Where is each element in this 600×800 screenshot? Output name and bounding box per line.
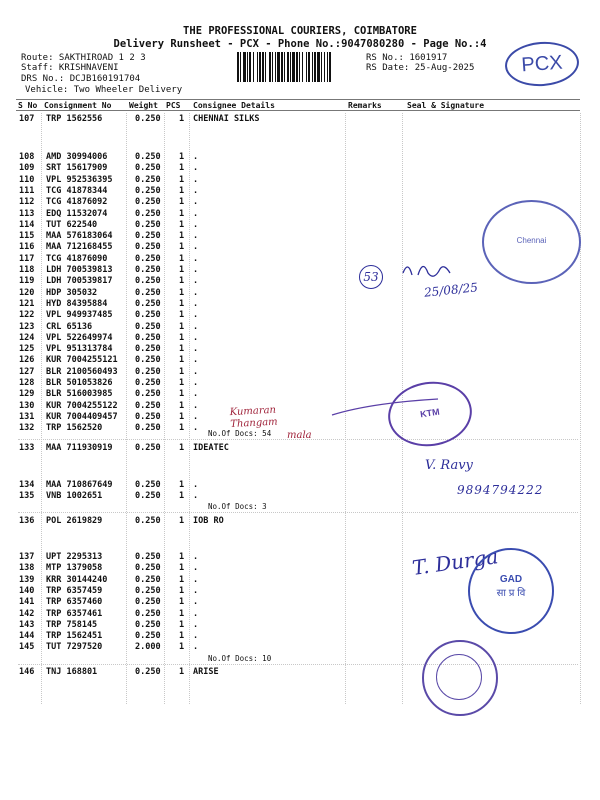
row-pcs: 1 [179, 231, 185, 242]
row-consignee-dot: . [193, 287, 199, 298]
row-consignment-no: BLR 501053826 [46, 378, 113, 388]
barcode-bar [314, 52, 316, 82]
row-sno: 140 [19, 585, 35, 596]
row-weight: 0.250 [135, 400, 161, 411]
row-pcs: 1 [179, 585, 185, 596]
row-sno: 116 [19, 242, 35, 253]
table-row [0, 310, 600, 321]
row-sno: 120 [19, 287, 35, 298]
row-weight: 0.250 [135, 366, 161, 377]
row-pcs: 1 [179, 253, 185, 264]
ideatec-receiver-name: V. Ravy [425, 458, 473, 473]
col-pcs: PCS [166, 101, 181, 110]
row-sno: 118 [19, 265, 35, 275]
row-consignment-no: TNJ 168801 [46, 667, 98, 677]
row-weight: 0.250 [135, 310, 161, 321]
barcode-bar [308, 52, 310, 82]
row-sno: 114 [19, 219, 35, 230]
row-consignment-no: KUR 7004255122 [46, 400, 118, 411]
handwritten-date: 25/08/25 [423, 280, 479, 300]
barcode-bar [237, 52, 239, 82]
row-consignment-no: TRP 6357460 [46, 597, 103, 608]
row-pcs: 1 [179, 174, 185, 185]
barcode-bar [302, 52, 303, 82]
row-pcs: 1 [179, 152, 185, 162]
vehicle: Vehicle: Two Wheeler Delivery [25, 85, 183, 95]
header-rule [16, 99, 580, 100]
row-consignee-dot: . [193, 491, 199, 501]
row-weight: 0.250 [135, 516, 161, 526]
row-consignment-no: VNB 1002651 [46, 491, 103, 501]
row-sno: 142 [19, 608, 35, 619]
row-consignee-dot: . [193, 423, 199, 434]
table-row [0, 355, 600, 366]
row-sno: 130 [19, 400, 35, 411]
row-sno: 135 [19, 491, 35, 501]
row-consignee-dot: . [193, 642, 199, 653]
barcode-bar [296, 52, 298, 82]
row-pcs: 1 [179, 114, 185, 124]
row-consignee-dot: . [193, 389, 199, 400]
row-pcs: 1 [179, 574, 185, 585]
row-consignment-no: TRP 1562451 [46, 631, 103, 642]
row-sno: 107 [19, 114, 35, 124]
row-sno: 134 [19, 480, 35, 490]
row-sno: 119 [19, 276, 35, 287]
barcode-bar [269, 52, 271, 82]
table-row [0, 175, 600, 186]
row-consignee-dot: . [193, 378, 199, 388]
row-weight: 0.250 [135, 152, 161, 162]
table-row [0, 389, 600, 400]
row-weight: 0.250 [135, 298, 161, 309]
pcx-stamp-text: PCX [520, 51, 564, 77]
row-consignee-dot: . [193, 355, 199, 366]
row-sno: 137 [19, 552, 35, 562]
row-weight: 0.250 [135, 287, 161, 298]
gad-stamp-hindi: सा प्र वि [496, 588, 526, 599]
row-weight: 0.250 [135, 355, 161, 366]
signature-scribble-1 [400, 255, 460, 285]
row-sno: 125 [19, 344, 35, 355]
row-consignment-no: VPL 951313784 [46, 344, 113, 355]
row-pcs: 1 [179, 516, 185, 526]
row-pcs: 1 [179, 344, 185, 355]
row-sno: 108 [19, 152, 35, 162]
row-consignee-dot: . [193, 265, 199, 275]
barcode-bar [327, 52, 328, 82]
row-pcs: 1 [179, 310, 185, 321]
row-consignee-dot: . [193, 332, 199, 343]
table-row [0, 288, 600, 299]
row-consignee-dot: . [193, 366, 199, 377]
row-consignee-dot: . [193, 310, 199, 321]
row-consignment-no: UPT 2295313 [46, 552, 103, 562]
row-sno: 133 [19, 443, 35, 453]
row-weight: 0.250 [135, 185, 161, 196]
row-weight: 0.250 [135, 253, 161, 264]
row-consignee-dot: . [193, 242, 199, 253]
row-weight: 0.250 [135, 389, 161, 400]
row-consignee-dot: . [193, 276, 199, 287]
row-weight: 2.000 [135, 642, 161, 653]
signature-stroke-ktm [330, 395, 440, 420]
table-row [0, 322, 600, 333]
row-consignee-dot: . [193, 411, 199, 422]
row-consignment-no: AMD 30994006 [46, 152, 108, 162]
row-consignment-no: MAA 710867649 [46, 480, 113, 490]
row-consignee-dot: . [193, 480, 199, 490]
row-pcs: 1 [179, 332, 185, 343]
row-pcs: 1 [179, 163, 185, 174]
row-consignment-no: BLR 516003985 [46, 389, 113, 400]
row-consignment-no: MAA 576183064 [46, 231, 113, 242]
row-weight: 0.250 [135, 265, 161, 275]
table-row [0, 642, 600, 653]
barcode-bar [262, 52, 264, 82]
barcode-bar [265, 52, 266, 82]
barcode-bar [259, 52, 261, 82]
row-weight: 0.250 [135, 231, 161, 242]
row-consignee-dot: . [193, 608, 199, 619]
barcode-bar [247, 52, 248, 82]
row-consignee: IDEATEC [193, 443, 229, 453]
row-consignee-dot: . [193, 619, 199, 630]
row-consignee-dot: . [193, 208, 199, 219]
row-consignment-no: TRP 6357461 [46, 608, 103, 619]
ktm-stamp-text: KTM [419, 406, 441, 420]
barcode-bar [321, 52, 322, 82]
row-consignee-dot: . [193, 574, 199, 585]
barcode-bar [287, 52, 289, 82]
barcode-bar [243, 52, 246, 82]
row-weight: 0.250 [135, 552, 161, 562]
row-consignee-dot: . [193, 163, 199, 174]
table-row [0, 333, 600, 344]
row-weight: 0.250 [135, 631, 161, 642]
row-consignment-no: POL 2619829 [46, 516, 103, 526]
row-weight: 0.250 [135, 619, 161, 630]
row-sno: 117 [19, 253, 35, 264]
barcode-bar [284, 52, 285, 82]
table-row [0, 186, 600, 197]
row-sno: 115 [19, 231, 35, 242]
row-consignee-dot: . [193, 197, 199, 208]
handwritten-remark-sign: mala [287, 430, 312, 441]
row-sno: 145 [19, 642, 35, 653]
row-pcs: 1 [179, 197, 185, 208]
iob-signature: T. Durga [410, 544, 500, 580]
row-consignment-no: TCG 41878344 [46, 185, 108, 196]
barcode-bar [272, 52, 273, 82]
barcode-bar [312, 52, 313, 82]
route: Route: SAKTHIROAD 1 2 3 [21, 53, 146, 63]
row-consignee-dot: . [193, 344, 199, 355]
row-pcs: 1 [179, 597, 185, 608]
barcode-bar [317, 52, 320, 82]
barcode-bar [249, 52, 251, 82]
row-consignment-no: TRP 758145 [46, 619, 98, 630]
row-consignment-no: TCG 41876092 [46, 197, 108, 208]
row-sno: 127 [19, 366, 35, 377]
row-weight: 0.250 [135, 344, 161, 355]
col-sno: S No [18, 101, 38, 110]
table-row [0, 114, 600, 125]
row-consignment-no: TRP 1562556 [46, 114, 103, 124]
table-row [0, 163, 600, 174]
row-consignee-dot: . [193, 185, 199, 196]
row-pcs: 1 [179, 219, 185, 230]
row-pcs: 1 [179, 563, 185, 574]
row-weight: 0.250 [135, 242, 161, 253]
row-consignee-dot: . [193, 298, 199, 309]
docs-count: No.Of Docs: 3 [208, 502, 267, 511]
row-consignment-no: KRR 30144240 [46, 574, 108, 585]
row-weight: 0.250 [135, 163, 161, 174]
row-weight: 0.250 [135, 208, 161, 219]
row-pcs: 1 [179, 400, 185, 411]
row-consignment-no: SRT 15617909 [46, 163, 108, 174]
table-row [0, 516, 600, 527]
row-pcs: 1 [179, 491, 185, 501]
col-seal: Seal & Signature [407, 101, 485, 110]
row-consignment-no: HDP 305032 [46, 287, 98, 298]
handwritten-53 [359, 265, 383, 289]
docs-count: No.Of Docs: 54 [208, 429, 272, 438]
row-weight: 0.250 [135, 219, 161, 230]
company-title: THE PROFESSIONAL COURIERS, COIMBATORE [183, 25, 417, 37]
group-separator [18, 512, 578, 513]
row-sno: 111 [19, 185, 35, 196]
row-sno: 144 [19, 631, 35, 642]
row-pcs: 1 [179, 631, 185, 642]
row-consignment-no: LDH 700539817 [46, 276, 113, 287]
table-row [0, 378, 600, 389]
chennai-silks-stamp [482, 200, 581, 284]
row-sno: 121 [19, 298, 35, 309]
gad-stamp-text: GAD [499, 574, 523, 585]
table-row [0, 344, 600, 355]
row-weight: 0.250 [135, 332, 161, 343]
row-consignment-no: TUT 7297520 [46, 642, 103, 653]
row-weight: 0.250 [135, 585, 161, 596]
header-rule-bottom [16, 110, 580, 111]
row-sno: 131 [19, 411, 35, 422]
row-consignment-no: MAA 712168455 [46, 242, 113, 253]
row-sno: 139 [19, 574, 35, 585]
row-pcs: 1 [179, 242, 185, 253]
row-consignment-no: KUR 7004409457 [46, 411, 118, 422]
row-consignee-dot: . [193, 585, 199, 596]
row-sno: 113 [19, 208, 35, 219]
row-weight: 0.250 [135, 574, 161, 585]
row-sno: 138 [19, 563, 35, 574]
row-weight: 0.250 [135, 491, 161, 501]
row-weight: 0.250 [135, 411, 161, 422]
barcode-bar [329, 52, 331, 82]
row-pcs: 1 [179, 378, 185, 388]
row-weight: 0.250 [135, 423, 161, 434]
row-weight: 0.250 [135, 197, 161, 208]
barcode-bar [253, 52, 254, 82]
barcode-bar [306, 52, 307, 82]
row-pcs: 1 [179, 185, 185, 196]
row-sno: 126 [19, 355, 35, 366]
row-pcs: 1 [179, 443, 185, 453]
barcode-bar [275, 52, 276, 82]
row-pcs: 1 [179, 642, 185, 653]
row-weight: 0.250 [135, 276, 161, 287]
barcode-bar [290, 52, 291, 82]
row-consignee-dot: . [193, 253, 199, 264]
row-consignment-no: LDH 700539813 [46, 265, 113, 275]
row-consignee-dot: . [193, 174, 199, 185]
row-sno: 122 [19, 310, 35, 321]
row-weight: 0.250 [135, 480, 161, 490]
row-consignee-dot: . [193, 552, 199, 562]
row-sno: 143 [19, 619, 35, 630]
row-consignment-no: TCG 41876090 [46, 253, 108, 264]
row-pcs: 1 [179, 667, 185, 677]
row-consignee-dot: . [193, 563, 199, 574]
row-pcs: 1 [179, 276, 185, 287]
row-pcs: 1 [179, 608, 185, 619]
barcode-bar [257, 52, 258, 82]
row-pcs: 1 [179, 208, 185, 219]
row-consignee-dot: . [193, 152, 199, 162]
handwritten-remark-name: Kumaran Thangam [229, 404, 278, 431]
table-row [0, 443, 600, 454]
row-pcs: 1 [179, 411, 185, 422]
row-consignee-dot: . [193, 219, 199, 230]
barcode-bar [277, 52, 280, 82]
row-consignee: CHENNAI SILKS [193, 114, 260, 124]
row-consignee-dot: . [193, 231, 199, 242]
table-row [0, 299, 600, 310]
row-pcs: 1 [179, 366, 185, 377]
row-pcs: 1 [179, 298, 185, 309]
barcode-bar [292, 52, 295, 82]
runsheet-subtitle: Delivery Runsheet - PCX - Phone No.:9047080280 - Page No.:4 [113, 38, 487, 50]
col-weight: Weight [129, 101, 158, 110]
row-sno: 109 [19, 163, 35, 174]
row-weight: 0.250 [135, 378, 161, 388]
barcode [237, 52, 362, 82]
row-pcs: 1 [179, 480, 185, 490]
gad-stamp [468, 548, 554, 634]
row-weight: 0.250 [135, 321, 161, 332]
row-consignee: IOB RO [193, 516, 224, 526]
row-pcs: 1 [179, 321, 185, 332]
table-row [0, 367, 600, 378]
row-weight: 0.250 [135, 114, 161, 124]
row-pcs: 1 [179, 265, 185, 275]
row-weight: 0.250 [135, 174, 161, 185]
rs-number: RS No.: 1601917 [366, 53, 448, 63]
barcode-bar [281, 52, 283, 82]
row-consignment-no: EDQ 11532074 [46, 208, 108, 219]
table-row [0, 152, 600, 163]
row-weight: 0.250 [135, 597, 161, 608]
row-consignment-no: VPL 952536395 [46, 174, 113, 185]
handwritten-53-text: 53 [363, 270, 379, 284]
row-consignment-no: VPL 522649974 [46, 332, 113, 343]
row-sno: 112 [19, 197, 35, 208]
row-pcs: 1 [179, 389, 185, 400]
barcode-bar [240, 52, 241, 82]
col-consignee: Consignee Details [193, 101, 275, 110]
row-consignee-dot: . [193, 400, 199, 411]
row-consignee-dot: . [193, 631, 199, 642]
row-consignment-no: HYD 84395884 [46, 298, 108, 309]
table-row [0, 667, 600, 678]
row-consignment-no: TRP 1562520 [46, 423, 103, 434]
row-sno: 128 [19, 378, 35, 388]
barcode-bar [299, 52, 300, 82]
row-consignee: ARISE [193, 667, 219, 677]
row-weight: 0.250 [135, 667, 161, 677]
row-consignment-no: CRL 65136 [46, 321, 93, 332]
drs-number: DRS No.: DCJB160191704 [21, 74, 141, 84]
arise-stamp [422, 640, 498, 716]
row-sno: 123 [19, 321, 35, 332]
row-consignee-dot: . [193, 597, 199, 608]
row-consignment-no: MAA 711930919 [46, 443, 113, 453]
row-weight: 0.250 [135, 563, 161, 574]
row-consignment-no: TUT 622540 [46, 219, 98, 230]
rs-date: RS Date: 25-Aug-2025 [366, 63, 475, 73]
col-consignment: Consignment No [44, 101, 112, 110]
row-consignment-no: VPL 949937485 [46, 310, 113, 321]
row-consignment-no: KUR 7004255121 [46, 355, 118, 366]
row-sno: 141 [19, 597, 35, 608]
row-weight: 0.250 [135, 443, 161, 453]
row-pcs: 1 [179, 552, 185, 562]
row-consignment-no: BLR 2100560493 [46, 366, 118, 377]
row-sno: 146 [19, 667, 35, 677]
row-sno: 129 [19, 389, 35, 400]
ideatec-phone: 9894794222 [457, 483, 544, 497]
staff: Staff: KRISHNAVENI [21, 63, 119, 73]
row-sno: 136 [19, 516, 35, 526]
row-pcs: 1 [179, 619, 185, 630]
row-pcs: 1 [179, 355, 185, 366]
row-weight: 0.250 [135, 608, 161, 619]
chennai-stamp-text: Chennai [516, 236, 547, 245]
row-sno: 132 [19, 423, 35, 434]
col-remarks: Remarks [348, 101, 382, 110]
row-consignee-dot: . [193, 321, 199, 332]
row-sno: 110 [19, 174, 35, 185]
row-consignment-no: MTP 1379058 [46, 563, 103, 574]
row-pcs: 1 [179, 423, 185, 434]
row-consignment-no: TRP 6357459 [46, 585, 103, 596]
row-pcs: 1 [179, 287, 185, 298]
docs-count: No.Of Docs: 10 [208, 654, 272, 663]
row-sno: 124 [19, 332, 35, 343]
barcode-bar [324, 52, 325, 82]
